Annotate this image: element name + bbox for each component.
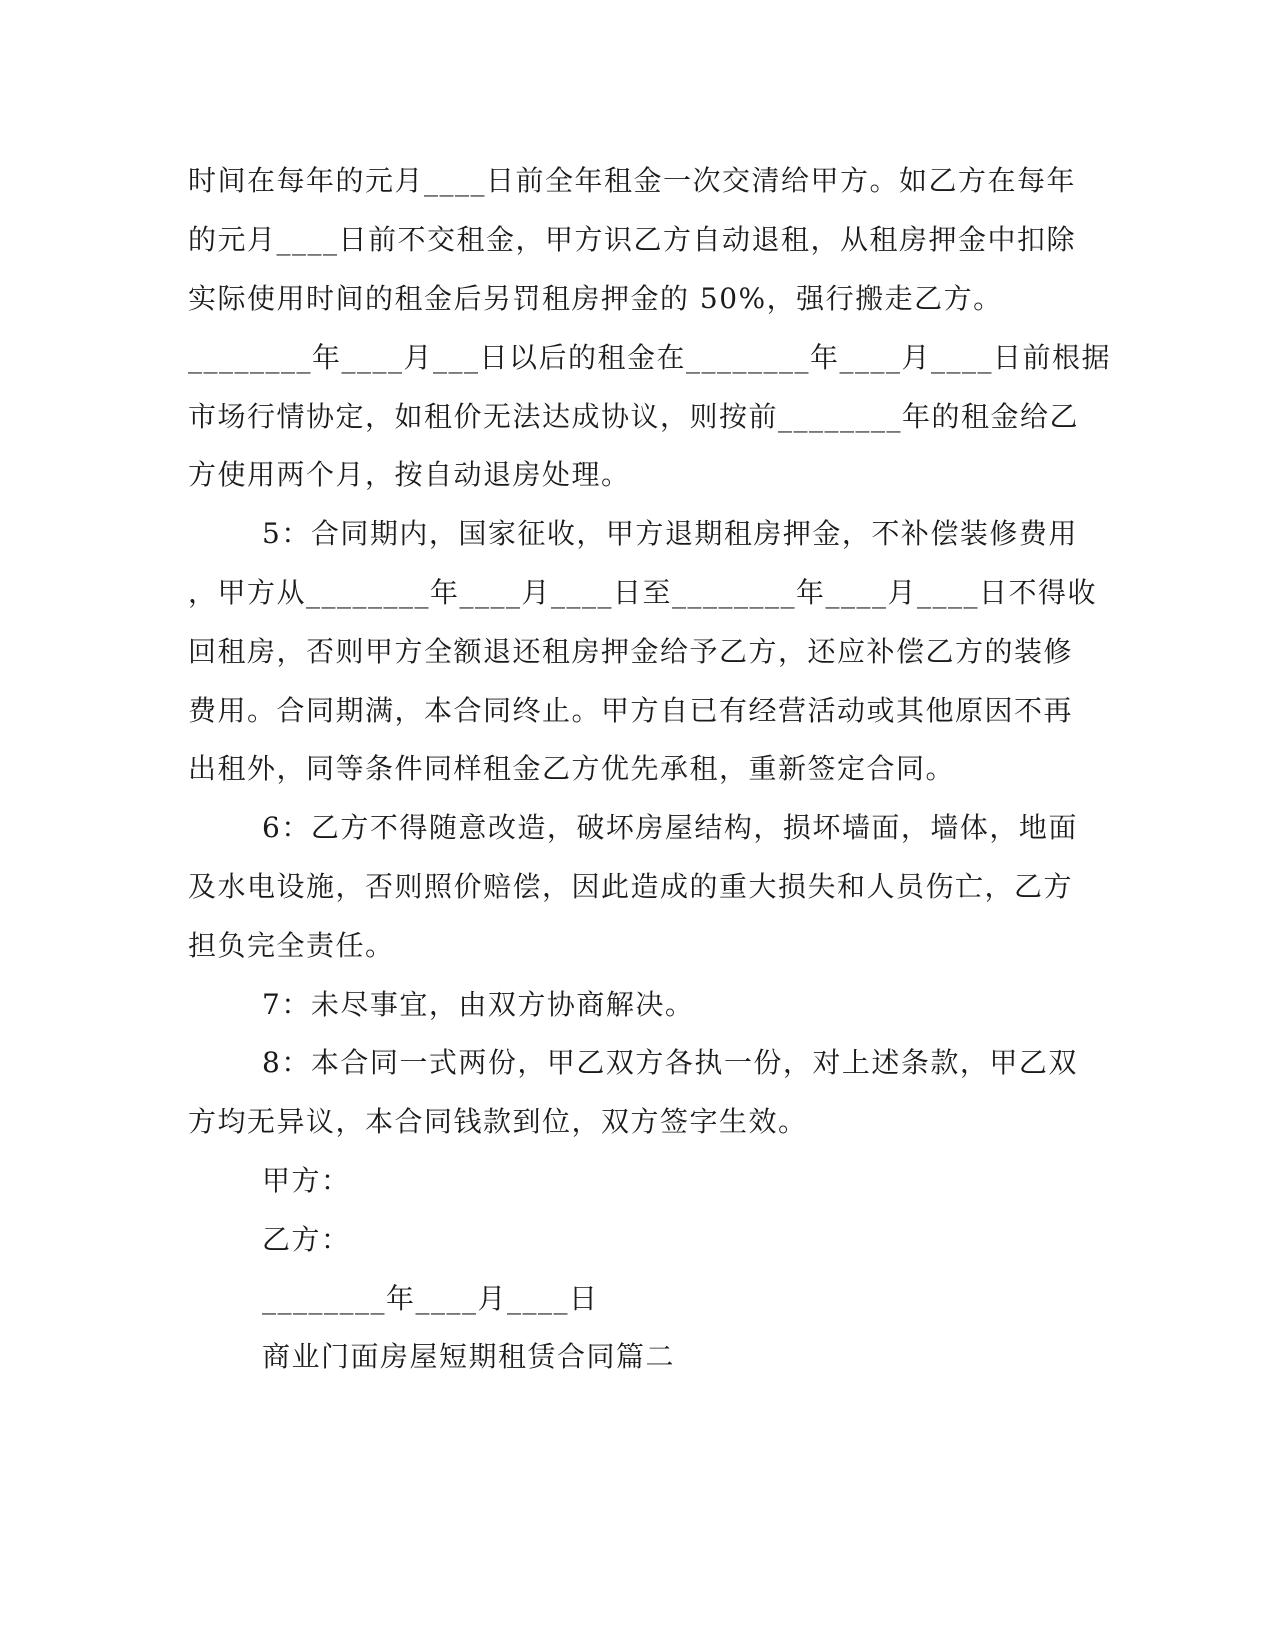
clause-8-line-2: 方均无异议，本合同钱款到位，双方签字生效。 — [188, 1105, 808, 1138]
body-line-3: 实际使用时间的租金后另罚租房押金的 50%，强行搬走乙方。 — [188, 282, 1003, 315]
body-line-2: 的元月____日前不交租金，甲方识乙方自动退租，从租房押金中扣除 — [188, 223, 1077, 256]
next-section-heading: 商业门面房屋短期租赁合同篇二 — [262, 1340, 676, 1373]
clause-6-line-1: 6：乙方不得随意改造，破坏房屋结构，损坏墙面，墙体，地面 — [262, 811, 1078, 844]
party-b-signature: 乙方： — [262, 1223, 351, 1256]
clause-5-line-1: 5：合同期内，国家征收，甲方退期租房押金，不补偿装修费用 — [262, 517, 1078, 550]
body-line-6: 方使用两个月，按自动退房处理。 — [188, 458, 631, 491]
clause-6-line-3: 担负完全责任。 — [188, 929, 395, 962]
clause-8-line-1: 8：本合同一式两份，甲乙双方各执一份，对上述条款，甲乙双 — [262, 1046, 1078, 1079]
signing-date: ________年____月____日 — [262, 1282, 599, 1315]
clause-5-line-5: 出租外，同等条件同样租金乙方优先承租，重新签定合同。 — [188, 752, 956, 785]
body-line-5: 市场行情协定，如租价无法达成协议，则按前________年的租金给乙 — [188, 400, 1080, 433]
clause-7-line: 7：未尽事宜，由双方协商解决。 — [262, 988, 695, 1021]
clause-5-line-2: ，甲方从________年____月____日至________年____月____日不得收 — [188, 576, 1098, 609]
clause-6-line-2: 及水电设施，否则照价赔偿，因此造成的重大损失和人员伤亡，乙方 — [188, 870, 1074, 903]
clause-5-line-4: 费用。合同期满，本合同终止。甲方自已有经营活动或其他原因不再 — [188, 694, 1074, 727]
body-line-4: ________年____月___日以后的租金在________年____月____日前根据 — [188, 341, 1112, 374]
clause-5-line-3: 回租房，否则甲方全额退还租房押金给予乙方，还应补偿乙方的装修 — [188, 635, 1074, 668]
body-line-1: 时间在每年的元月____日前全年租金一次交清给甲方。如乙方在每年 — [188, 164, 1077, 197]
party-a-signature: 甲方： — [262, 1164, 351, 1197]
